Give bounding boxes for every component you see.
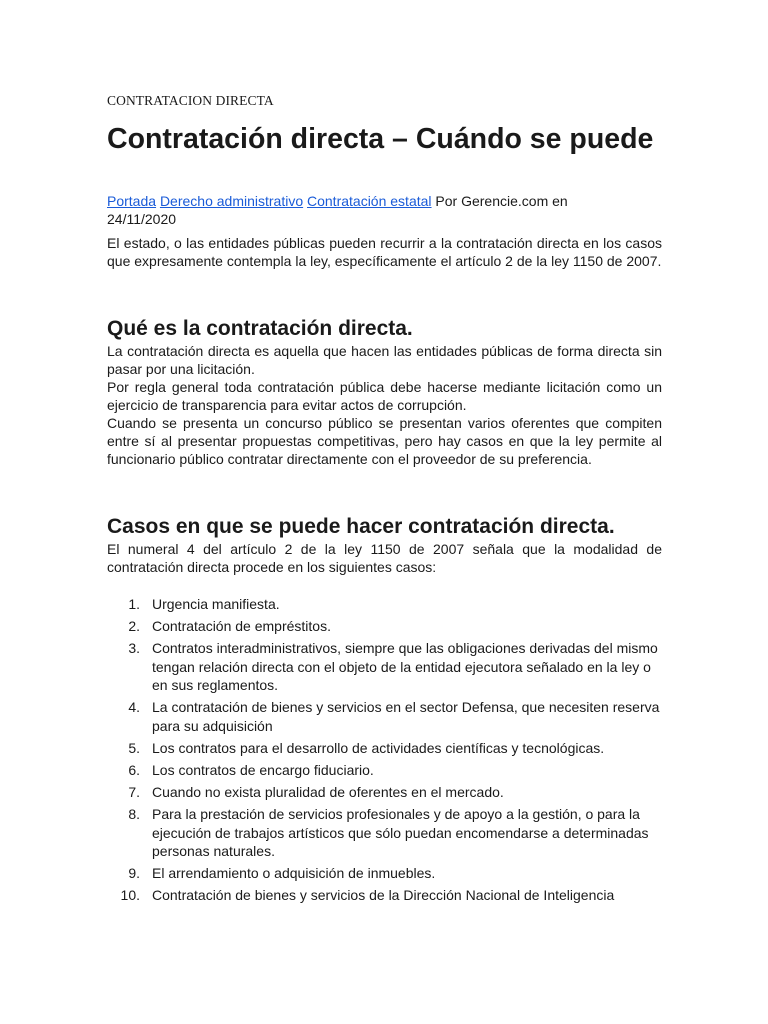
list-item <box>107 639 662 695</box>
list-item-number: 4. <box>128 699 140 716</box>
list-item <box>107 617 662 636</box>
list-item-number: 1. <box>128 596 140 612</box>
list-item <box>107 698 662 735</box>
section-heading: Qué es la contratación directa. <box>107 317 413 340</box>
list-item-text: Cuando no exista pluralidad de oferentes en el mercado. <box>152 784 504 801</box>
cases-list <box>107 595 662 908</box>
intro-paragraph: El estado, o las entidades públicas pueden recurrir a la contratación directa en los casos que expresamente contempla la ley, específicamente el artículo 2 de la ley 1150 de 2007. <box>107 235 662 269</box>
list-item-text: Contratación de bienes y servicios de la Dirección Nacional de Inteligencia <box>152 887 615 904</box>
list-item <box>107 864 662 883</box>
list-item-number: 9. <box>128 865 140 882</box>
list-item-text: Contratos interadministrativos, siempre que las obligaciones derivadas del mismo tengan relación directa con el objeto de la entidad ejecutora señalado en la ley o en sus reglamentos. <box>152 640 658 694</box>
document-kicker: CONTRATACION DIRECTA <box>107 93 274 108</box>
list-item <box>107 805 662 861</box>
list-item <box>107 595 662 614</box>
list-item <box>107 739 662 758</box>
list-item-text: Urgencia manifiesta. <box>152 596 280 612</box>
list-item <box>107 783 662 802</box>
section-paragraph: Cuando se presenta un concurso público se presentan varios oferentes que compiten entre sí al presentar propuestas competitivas, pero hay casos en que la ley permite al funcionario público contratar directamente con el proveedor de su preferencia. <box>107 415 662 467</box>
breadcrumb-link-portada[interactable]: Portada <box>107 193 157 209</box>
list-item-number: 5. <box>128 739 140 756</box>
section-paragraph: Por regla general toda contratación pública debe hacerse mediante licitación como un ejercicio de transparencia para evitar actos de corrupción. <box>107 379 662 413</box>
list-item-text: El arrendamiento o adquisición de inmuebles. <box>152 865 436 882</box>
list-item-text: Para la prestación de servicios profesionales y de apoyo a la gestión, o para la ejecución de trabajos artísticos que sólo puedan encomendarse a determinadas personas naturales. <box>152 806 649 860</box>
section-paragraph: El numeral 4 del artículo 2 de la ley 1150 de 2007 señala que la modalidad de contratación directa procede en los siguientes casos: <box>107 541 662 575</box>
section-heading: Casos en que se puede hacer contratación directa. <box>107 515 615 538</box>
article-meta <box>107 193 587 228</box>
section-what-is <box>107 316 662 468</box>
page-title: Contratación directa – Cuándo se puede <box>107 123 654 155</box>
list-item <box>107 886 662 905</box>
list-item-number: 7. <box>128 784 140 801</box>
list-item <box>107 761 662 780</box>
breadcrumb-link-contratacion-estatal[interactable]: Contratación estatal <box>307 193 432 209</box>
list-item-number: 10. <box>120 887 140 904</box>
list-item-text: Los contratos de encargo fiduciario. <box>152 761 374 778</box>
list-item-number: 6. <box>128 761 140 778</box>
list-item-text: La contratación de bienes y servicios en el sector Defensa, que necesiten reserva para su adquisición <box>152 699 660 734</box>
list-item-text: Los contratos para el desarrollo de actividades científicas y tecnológicas. <box>152 739 605 756</box>
list-item-number: 3. <box>128 640 140 657</box>
section-cases <box>107 514 662 576</box>
list-item-text: Contratación de empréstitos. <box>152 618 331 635</box>
article-byline: Por Gerencie.com en 24/11/2020 <box>107 193 568 227</box>
list-item-number: 8. <box>128 806 140 823</box>
breadcrumb-link-derecho-administrativo[interactable]: Derecho administrativo <box>159 193 304 209</box>
list-item-number: 2. <box>128 618 140 635</box>
section-paragraph: La contratación directa es aquella que hacen las entidades públicas de forma directa sin pasar por una licitación. <box>107 343 662 377</box>
